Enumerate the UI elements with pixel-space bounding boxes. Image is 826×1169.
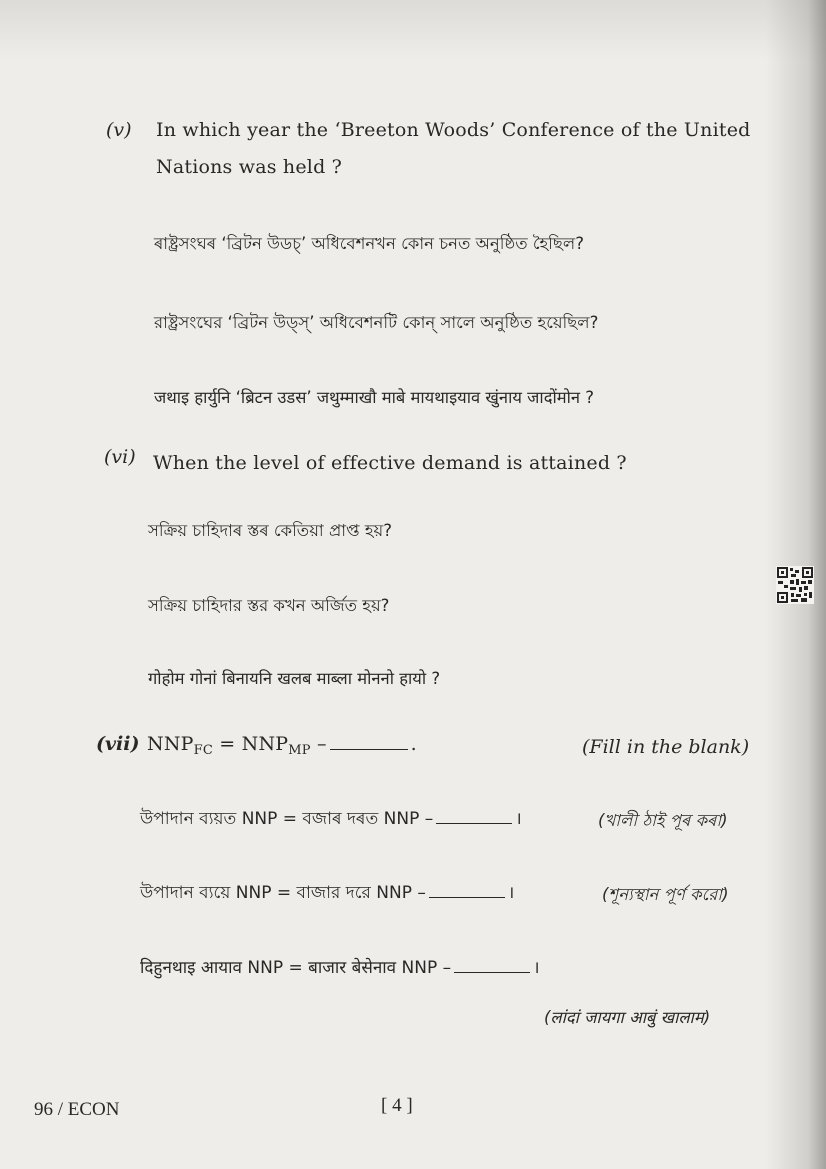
question-7-bodo (140, 955, 540, 978)
fill-blank-bengali[interactable] (429, 883, 505, 898)
instruction-assamese: (খালী ঠাই পূৰ কৰা) (598, 811, 728, 830)
question-5-bengali: রাষ্ট্রসংঘের ‘ব্রিটন উড্‌স্’ অধিবেশনটি কোন্ সালে অনুষ্ঠিত হয়েছিল? (154, 313, 599, 332)
question-6-bodo: गोहोम गोनां बिनायनि खलब माब्ला मोननो हायो ? (148, 669, 441, 688)
question-7-assamese (140, 806, 522, 834)
bodo-end-mark: । (533, 958, 540, 978)
question-5-label: (v) (106, 119, 132, 141)
paper-code: 96 / ECON (34, 1099, 120, 1120)
question-5-assamese: ৰাষ্ট্ৰসংঘৰ ‘ব্ৰিটন উডচ্’ অধিবেশনখন কোন চনত অনুষ্ঠিত হৈছিল? (154, 234, 584, 253)
fill-blank-assamese[interactable] (436, 809, 512, 824)
instruction-bodo: (लांदां जायगा आबुं खालाम) (544, 1008, 711, 1027)
question-7-bengali (140, 880, 514, 908)
page-top-shading (0, 0, 826, 60)
question-5-english-line2: Nations was held ? (156, 156, 343, 178)
assamese-end-mark: । (515, 809, 522, 829)
question-5-english-line1: In which year the ‘Breeton Woods’ Conference of the United (156, 119, 751, 141)
question-7-label: (vii) (96, 733, 140, 755)
nnp-term: NNP (147, 733, 194, 755)
bengali-equation: উপাদান ব্যয়ে NNP = বাজার দরে NNP – (140, 883, 426, 903)
question-6-english: When the level of effective demand is attained ? (153, 452, 627, 474)
question-6-label: (vi) (104, 446, 136, 468)
instruction-bengali: (শূন্যস্থান পূর্ণ করো) (602, 885, 729, 904)
question-6-assamese: সক্ৰিয় চাহিদাৰ স্তৰ কেতিয়া প্ৰাপ্ত হয়? (148, 521, 392, 540)
question-7-equation (147, 733, 417, 758)
equation-period: . (410, 733, 417, 755)
question-5-bodo: जथाइ हार्युनि ‘ब्रिटन उडस’ जथुम्माखौ माबे मायथाइयाव खुंनाय जादोंमोन ? (154, 388, 595, 407)
subscript-fc: FC (193, 743, 214, 758)
fill-blank[interactable] (330, 735, 408, 750)
qr-code-icon (776, 566, 814, 604)
bodo-equation: दिहुनथाइ आयाव NNP = बाजार बेसेनाव NNP – (140, 958, 452, 978)
question-6-bengali: সক্রিয় চাহিদার স্তর কখন অর্জিত হয়? (148, 596, 390, 615)
subscript-mp: MP (288, 743, 311, 758)
bengali-end-mark: । (507, 883, 515, 903)
fill-blank-bodo[interactable] (454, 958, 530, 973)
equals-nnp: = NNP (213, 733, 289, 755)
page-number: [ 4 ] (381, 1095, 413, 1116)
minus-sign: – (310, 733, 327, 755)
assamese-equation: উপাদান ব্যয়ত NNP = বজাৰ দৰত NNP – (140, 809, 434, 829)
instruction-english: (Fill in the blank) (582, 736, 750, 758)
